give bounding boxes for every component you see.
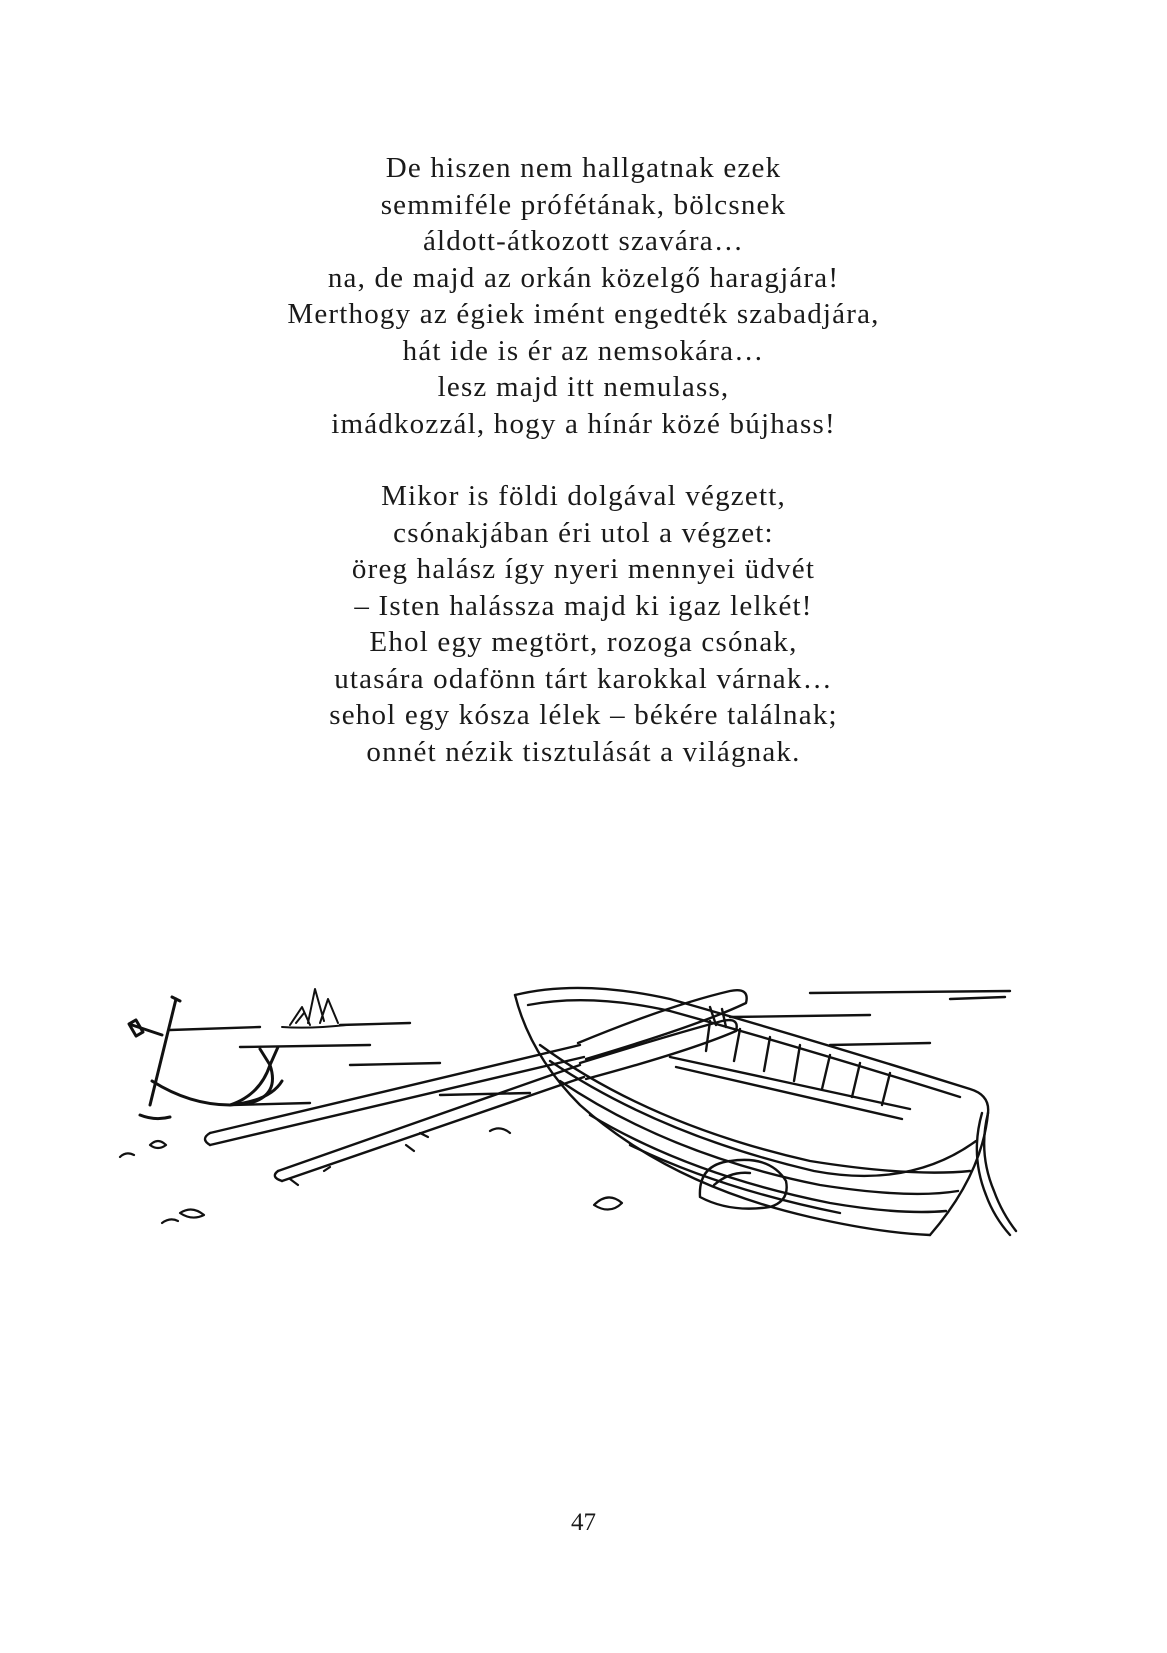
poem-line: Merthogy az égiek imént engedték szabadjára, [287,298,880,330]
poem-line: öreg halász így nyeri mennyei üdvét [351,553,816,585]
poem-line: áldott-átkozott szavára… [422,225,745,257]
poem-line: Mikor is földi dolgával végzett, [381,480,786,512]
poem-line: – Isten halássza majd ki igaz lelkét! [354,589,813,622]
poem-line: na, de majd az orkán közelgő haragjára! [327,261,840,294]
poem-line: csónakjában éri utol a végzet: [393,516,774,549]
stanza-1 [0,150,1167,442]
poem-line: hát ide is ér az nemsokára… [402,334,765,367]
poem-line: Ehol egy megtört, rozoga csónak, [369,626,798,658]
sailboat-icon [282,989,346,1028]
water-lines-icon [170,991,1010,1105]
poem-line: sehol egy kósza lélek – békére találnak; [329,699,838,731]
poem-line: imádkozzál, hogy a hínár közé bújhass! [331,407,836,440]
poem-line: onnét nézik tisztulását a világnak. [366,735,801,768]
page-number: 47 [571,1509,596,1536]
poem-line: De hiszen nem hallgatnak ezek [385,152,782,184]
anchor-icon [129,997,282,1119]
stanza-2 [0,478,1167,770]
rowboat-illustration [110,985,1060,1320]
poem [0,150,1167,770]
pebbles-icon [120,1128,622,1223]
oar-icon [205,990,747,1145]
poem-line: utasára odafönn tárt karokkal várnak… [334,662,833,695]
poem-line: lesz majd itt nemulass, [437,371,730,403]
poem-line: semmiféle prófétának, bölcsnek [380,188,787,221]
rowboat-icon [515,988,1016,1235]
